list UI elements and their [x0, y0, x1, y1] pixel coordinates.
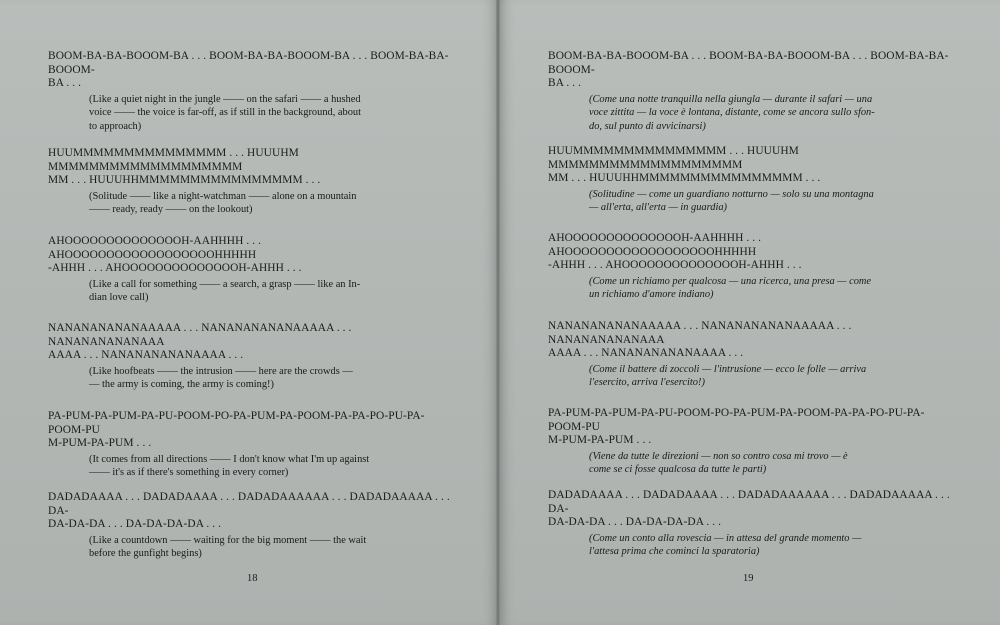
entry-ahooo: [48, 235, 456, 305]
chant-text: NANANANANANAAAAA . . . NANANANANANAAAAA . . . NANANANANANAAA AAAA . . . NANANANANANAAAA . . .: [548, 320, 852, 359]
entry-papum: [48, 410, 456, 480]
description-text: (Come un richiamo per qualcosa — una ricerca, una presa — come un richiamo d'amore indiano): [589, 275, 872, 300]
description-text: (Solitude —— like a night-watchman —— alone on a mountain —— ready, ready —— on the lookout): [89, 190, 357, 215]
page-number: 19: [743, 573, 754, 584]
description-text: (Come una notte tranquilla nella giungla — durante il safari — una voce zittita — la voce è lontana, distante, come se ancora sullo sfon- do, sul punto di avvicinarsi): [589, 93, 875, 132]
description-text: (Solitudine — come un guardiano notturno — solo su una montagna — all'erta, all'erta — in guardia): [589, 188, 874, 213]
entry-huum: [548, 145, 952, 215]
description-text: (Come il battere di zoccoli — l'intrusione — ecco le folle — arriva l'esercito, arriva l'esercito!): [589, 363, 867, 388]
entry-huum: [48, 147, 456, 217]
entry-dada: [48, 491, 456, 561]
description-text: (Like a call for something —— a search, a grasp —— like an In- dian love call): [89, 278, 361, 303]
chant-text: DADADAAAA . . . DADADAAAA . . . DADADAAAAAA . . . DADADAAAAA . . . DA- DA-DA-DA . . . DA-DA-DA-DA . . .: [48, 491, 450, 530]
chant-text: PA-PUM-PA-PUM-PA-PU-POOM-PO-PA-PUM-PA-POOM-PA-PA-PO-PU-PA-POOM-PU M-PUM-PA-PUM . . .: [548, 407, 925, 446]
entry-boom: [548, 50, 952, 133]
description-text: (It comes from all directions —— I don't know what I'm up against —— it's as if there's something in every corner): [89, 453, 370, 478]
right-page: [500, 0, 1000, 625]
entry-dada: [548, 489, 952, 559]
chant-text: HUUMMMMMMMMMMMMMMM . . . HUUUHM MMMMMMMMMMMMMMMMMMM MM . . . HUUUHHMMMMMMMMMMMMMMMM . . .: [48, 147, 321, 186]
description-text: (Viene da tutte le direzioni — non so contro cosa mi trovo — è come se ci fosse qualcosa da tutte le parti): [589, 450, 848, 475]
description-text: (Like a countdown —— waiting for the big moment —— the wait before the gunfight begins): [89, 534, 367, 559]
chant-text: AHOOOOOOOOOOOOOOH-AAHHHH . . . AHOOOOOOOOOOOOOOOOOOHHHHH -AHHH . . . AHOOOOOOOOOOOOOOH-AHHH . . .: [48, 235, 302, 274]
chant-text: BOOM-BA-BA-BOOOM-BA . . . BOOM-BA-BA-BOOOM-BA . . . BOOM-BA-BA-BOOOM- BA . . .: [548, 50, 949, 89]
chant-text: NANANANANANAAAAA . . . NANANANANANAAAAA . . . NANANANANANAAA AAAA . . . NANANANANANAAAA . . .: [48, 322, 352, 361]
chant-text: AHOOOOOOOOOOOOOOH-AAHHHH . . . AHOOOOOOOOOOOOOOOOOOHHHHH -AHHH . . . AHOOOOOOOOOOOOOOH-AHHH . . .: [548, 232, 802, 271]
description-text: (Like a quiet night in the jungle —— on the safari —— a hushed voice —— the voice is far-off, as if still in the background, about to approach): [89, 93, 361, 132]
entry-papum: [548, 407, 952, 477]
chant-text: BOOM-BA-BA-BOOOM-BA . . . BOOM-BA-BA-BOOOM-BA . . . BOOM-BA-BA-BOOOM- BA . . .: [48, 50, 449, 89]
page-number: 18: [247, 573, 258, 584]
description-text: (Like hoofbeats —— the intrusion —— here are the crowds — — the army is coming, the army is coming!): [89, 365, 353, 390]
entry-nana: [548, 320, 952, 390]
entry-ahooo: [548, 232, 952, 302]
chant-text: HUUMMMMMMMMMMMMMMM . . . HUUUHM MMMMMMMMMMMMMMMMMMM MM . . . HUUUHHMMMMMMMMMMMMMMMM . . .: [548, 145, 821, 184]
entry-nana: [48, 322, 456, 392]
description-text: (Come un conto alla rovescia — in attesa del grande momento — l'attesa prima che cominci la sparatoria): [589, 532, 862, 557]
entry-boom: [48, 50, 456, 133]
chant-text: DADADAAAA . . . DADADAAAA . . . DADADAAAAAA . . . DADADAAAAA . . . DA- DA-DA-DA . . . DA-DA-DA-DA . . .: [548, 489, 950, 528]
left-page: [0, 0, 497, 625]
chant-text: PA-PUM-PA-PUM-PA-PU-POOM-PO-PA-PUM-PA-POOM-PA-PA-PO-PU-PA-POOM-PU M-PUM-PA-PUM . . .: [48, 410, 425, 449]
